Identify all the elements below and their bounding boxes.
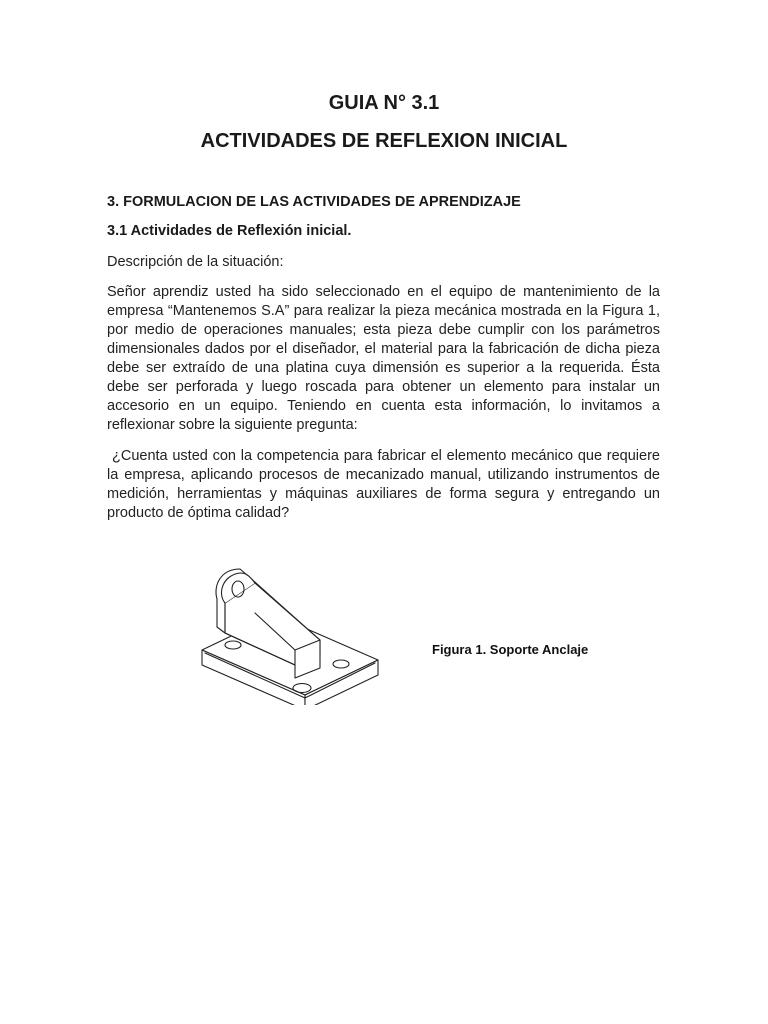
figure-caption: Figura 1. Soporte Anclaje bbox=[432, 642, 589, 657]
situation-paragraph: Señor aprendiz usted ha sido seleccionado en el equipo de mantenimiento de la empresa “Mantenemos S.A” para realizar la pieza mecánica mostrada en la Figura 1, por medio de operaciones manuales; esta pieza debe cumplir con los parámetros dimensionales dados por el diseñador, el material para la fabricación de dicha pieza debe ser extraído de una platina cuya dimensión es superior a la requerida. Ésta debe ser perforada y luego roscada para obtener un elemento para instalar un accesorio en un equipo. Teniendo en cuenta esta información, lo invitamos a reflexionar sobre la siguiente pregunta: bbox=[107, 284, 660, 433]
reflection-question: ¿Cuenta usted con la competencia para fabricar el elemento mecánico que requiere la empresa, aplicando procesos de mecanizado manual, utilizando instrumentos de medición, herramientas y máquinas auxiliares de forma segura y entregando un producto de óptima calidad? bbox=[107, 448, 660, 521]
section-heading: 3. FORMULACION DE LAS ACTIVIDADES DE APRENDIZAJE bbox=[107, 194, 521, 210]
guide-title: GUIA N° 3.1 bbox=[328, 92, 440, 114]
section-subheading: 3.1 Actividades de Reflexión inicial. bbox=[107, 223, 352, 239]
description-label: Descripción de la situación: bbox=[107, 254, 284, 270]
guide-subtitle: ACTIVIDADES DE REFLEXION INICIAL bbox=[200, 130, 568, 152]
anchor-bracket-drawing-icon bbox=[195, 555, 395, 705]
